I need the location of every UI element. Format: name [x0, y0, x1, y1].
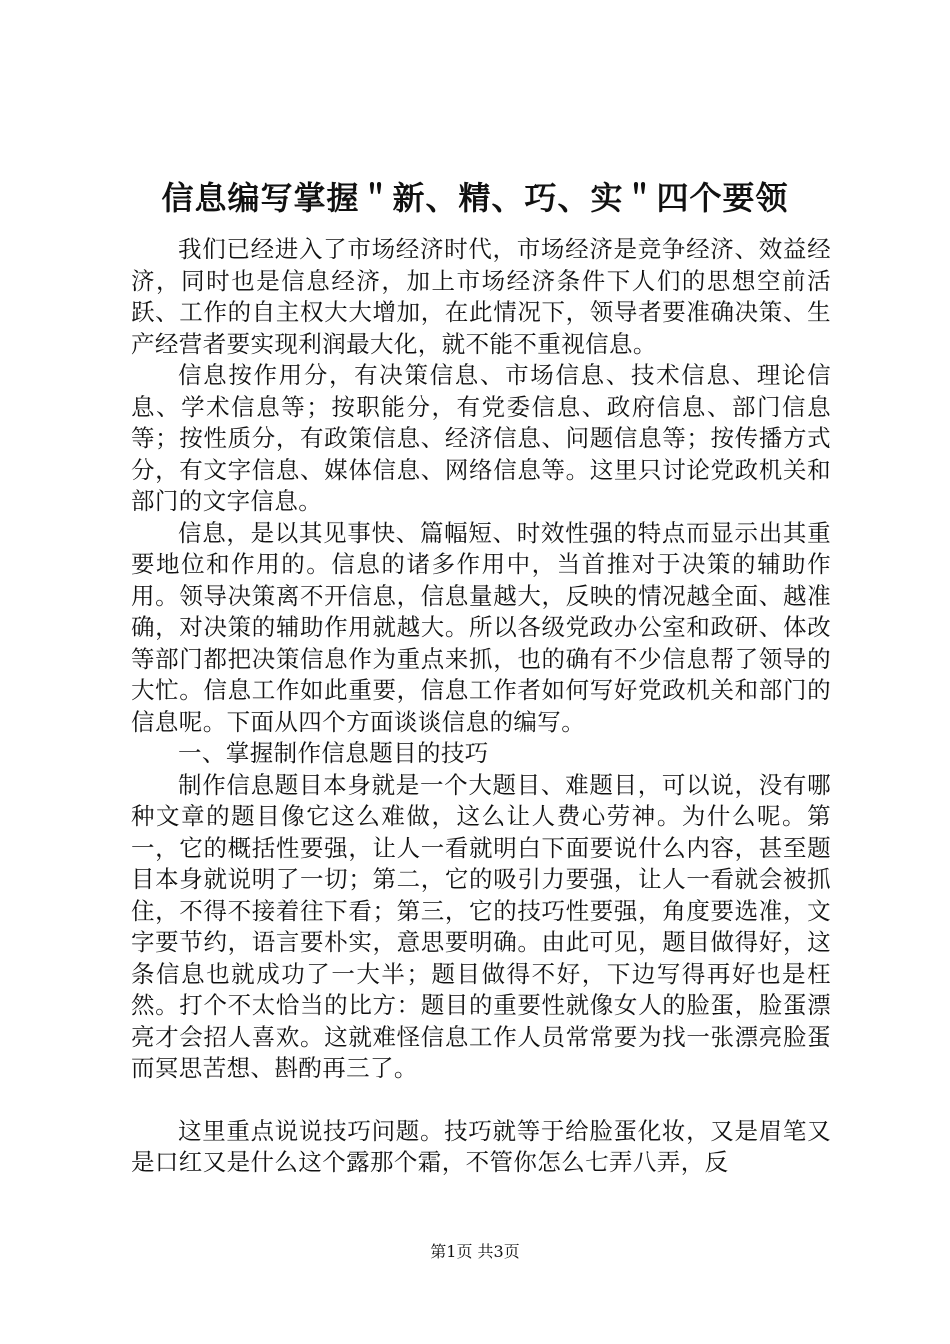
- document-title: 信息编写掌握＂新、精、巧、实＂四个要领: [161, 179, 789, 217]
- paragraph-classification: 信息按作用分，有决策信息、市场信息、技术信息、理论信息、学术信息等；按职能分，有党委信息、政府信息、部门信息等；按性质分，有政策信息、经济信息、问题信息等；按传播方式分，有文字信息、媒体信息、网络信息等。这里只讨论党政机关和部门的文字信息。: [131, 361, 831, 515]
- section-heading: 一、掌握制作信息题目的技巧: [178, 739, 489, 767]
- document-body: [131, 234, 831, 1179]
- page-number-footer: 第1页 共3页: [430, 1242, 520, 1261]
- paragraph-technique: 这里重点说说技巧问题。技巧就等于给脸蛋化妆，又是眉笔又是口红又是什么这个露那个霜，不管你怎么七弄八弄，反: [131, 1116, 831, 1176]
- paragraph-intro: 我们已经进入了市场经济时代，市场经济是竞争经济、效益经济，同时也是信息经济，加上市场经济条件下人们的思想空前活跃、工作的自主权大大增加，在此情况下，领导者要准确决策、生产经营者要实现利润最大化，就不能不重视信息。: [131, 235, 831, 358]
- paragraph-title-making: 制作信息题目本身就是一个大题目、难题目，可以说，没有哪种文章的题目像它这么难做，这么让人费心劳神。为什么呢。第一，它的概括性要强，让人一看就明白下面要说什么内容，甚至题目本身就说明了一切；第二，它的吸引力要强，让人一看就会被抓住，不得不接着往下看；第三，它的技巧性要强，角度要选准，文字要节约，语言要朴实，意思要明确。由此可见，题目做得好，这条信息也就成功了一大半；题目做得不好，下边写得再好也是枉然。打个不太恰当的比方：题目的重要性就像女人的脸蛋，脸蛋漂亮才会招人喜欢。这就难怪信息工作人员常常要为找一张漂亮脸蛋而冥思苦想、斟酌再三了。: [131, 770, 831, 1082]
- paragraph-importance: 信息，是以其见事快、篇幅短、时效性强的特点而显示出其重要地位和作用的。信息的诸多作用中，当首推对于决策的辅助作用。领导决策离不开信息，信息量越大，反映的情况越全面、越准确，对决策的辅助作用就越大。所以各级党政办公室和政研、体改等部门都把决策信息作为重点来抓，也的确有不少信息帮了领导的大忙。信息工作如此重要，信息工作者如何写好党政机关和部门的信息呢。下面从四个方面谈谈信息的编写。: [131, 518, 831, 736]
